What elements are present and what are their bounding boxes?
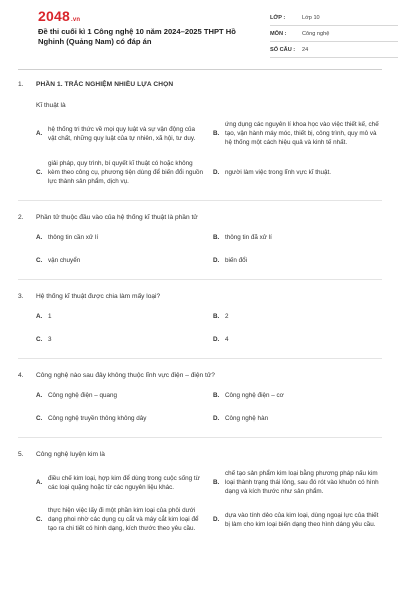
option-text: Công nghệ điện – quang bbox=[48, 391, 117, 399]
question-header bbox=[18, 213, 382, 222]
option-text: thực hiện việc lấy đi một phần kim loại của phôi dưới dạng phoi nhờ các dụng cụ cắt và máy cắt kim loại để tạo ra chi tiết có hình dạng, kích thước theo yêu cầu. bbox=[48, 507, 199, 532]
question-5 bbox=[18, 450, 382, 533]
option-text: Công nghệ hàn bbox=[225, 414, 269, 422]
question-header bbox=[18, 450, 382, 459]
option-d[interactable] bbox=[213, 413, 382, 423]
option-d[interactable] bbox=[213, 159, 382, 186]
question-header bbox=[18, 80, 382, 89]
option-d[interactable] bbox=[213, 506, 382, 533]
option-letter: C. bbox=[36, 516, 43, 523]
option-letter: A. bbox=[36, 130, 43, 137]
option-letter: C. bbox=[36, 414, 43, 422]
logo-suffix: .vn bbox=[70, 17, 81, 23]
question-divider bbox=[18, 279, 382, 280]
question-divider bbox=[18, 437, 382, 438]
meta-row-subject bbox=[270, 26, 398, 42]
meta-label: LỚP : bbox=[270, 14, 286, 21]
option-letter: B. bbox=[213, 233, 220, 241]
option-letter: C. bbox=[36, 169, 43, 176]
option-letter: A. bbox=[36, 233, 43, 241]
option-text: Công nghệ điện – cơ bbox=[225, 391, 284, 399]
option-letter: D. bbox=[213, 335, 220, 343]
option-letter: D. bbox=[213, 256, 220, 264]
option-text: biến đổi bbox=[225, 256, 248, 264]
option-b[interactable] bbox=[213, 232, 382, 242]
option-a[interactable] bbox=[36, 469, 205, 496]
option-letter: D. bbox=[213, 414, 220, 422]
option-c[interactable] bbox=[36, 413, 205, 423]
option-letter: C. bbox=[36, 335, 43, 343]
meta-row-class bbox=[270, 10, 398, 26]
question-number: 1. bbox=[18, 81, 24, 88]
logo-text: 2048 bbox=[38, 8, 70, 24]
option-letter: B. bbox=[213, 479, 220, 486]
option-text: 1 bbox=[48, 312, 52, 320]
option-text: người làm việc trong lĩnh vực kĩ thuật. bbox=[225, 169, 332, 176]
option-letter: B. bbox=[213, 391, 220, 399]
option-a[interactable] bbox=[36, 232, 205, 242]
option-c[interactable] bbox=[36, 334, 205, 344]
meta-row-count bbox=[270, 42, 398, 58]
option-b[interactable] bbox=[213, 390, 382, 400]
option-text: ứng dụng các nguyên lí khoa học vào việc thiết kế, chế tạo, vận hành máy móc, thiết bị, công trình, quy mô và hệ thống một cách hiệu quả và kinh tế nhất. bbox=[225, 121, 379, 146]
question-number: 4. bbox=[18, 372, 24, 379]
question-stem: Kĩ thuật là bbox=[36, 102, 66, 109]
meta-value: Lớp 10 bbox=[302, 14, 320, 21]
answer-options bbox=[36, 469, 382, 533]
exam-title: Đề thi cuối kì 1 Công nghệ 10 năm 2024–2025 THPT Hồ Nghinh (Quảng Nam) có đáp án bbox=[38, 27, 236, 46]
option-text: Công nghệ truyền thông không dây bbox=[48, 414, 147, 422]
option-letter: B. bbox=[213, 312, 220, 320]
option-a[interactable] bbox=[36, 311, 205, 321]
meta-value: 24 bbox=[302, 46, 309, 53]
header-divider bbox=[18, 69, 382, 70]
option-a[interactable] bbox=[36, 390, 205, 400]
option-text: điều chế kim loại, hợp kim để dùng trong cuộc sống từ các loại quặng hoặc từ các nguyên liệu khác. bbox=[48, 474, 200, 491]
option-c[interactable] bbox=[36, 159, 205, 186]
section-heading: PHẦN 1. TRẮC NGHIỆM NHIỀU LỰA CHỌN bbox=[36, 81, 174, 88]
option-text: 4 bbox=[225, 335, 229, 343]
option-text: hệ thống tri thức về mọi quy luật và sự vận động của vật chất, những quy luật của tự nhiên, xã hội, tư duy. bbox=[48, 125, 196, 142]
option-letter: C. bbox=[36, 256, 43, 264]
option-letter: A. bbox=[36, 391, 43, 399]
option-text: 3 bbox=[48, 335, 52, 343]
question-2 bbox=[18, 213, 382, 265]
option-letter: A. bbox=[36, 312, 43, 320]
meta-label: MÔN : bbox=[270, 30, 287, 37]
question-header bbox=[18, 371, 382, 380]
option-b[interactable] bbox=[213, 120, 382, 147]
question-divider bbox=[18, 358, 382, 359]
question-3 bbox=[18, 292, 382, 344]
question-text: Hệ thống kĩ thuật được chia làm mấy loại? bbox=[36, 293, 161, 300]
meta-label: SỐ CÂU : bbox=[270, 46, 296, 53]
site-logo[interactable] bbox=[38, 8, 80, 24]
question-number: 2. bbox=[18, 214, 24, 221]
option-letter: D. bbox=[213, 169, 220, 176]
question-list bbox=[18, 80, 382, 533]
option-text: chế tạo sản phẩm kim loại bằng phương pháp nấu kim loại thành trạng thái lỏng, sau đó rót vào khuôn có hình dạng và kích thước như sản phẩm. bbox=[225, 470, 379, 495]
answer-options bbox=[36, 232, 382, 265]
option-b[interactable] bbox=[213, 311, 382, 321]
answer-options bbox=[36, 311, 382, 344]
question-number: 3. bbox=[18, 293, 24, 300]
answer-options bbox=[36, 390, 382, 423]
exam-meta-table bbox=[270, 10, 398, 58]
option-text: giải pháp, quy trình, bí quyết kĩ thuật có hoặc không kèm theo công cụ, phương tiện dùng để biến đổi nguồn lực thành sản phẩm, dịch vụ. bbox=[48, 160, 204, 185]
option-b[interactable] bbox=[213, 469, 382, 496]
meta-value: Công nghệ bbox=[302, 30, 330, 37]
question-text: Công nghệ nào sau đây không thuộc lĩnh vực điện – điện tử? bbox=[36, 372, 215, 379]
question-header bbox=[18, 292, 382, 301]
question-divider bbox=[18, 200, 382, 201]
option-text: thông tin đã xử lí bbox=[225, 233, 272, 241]
question-1 bbox=[18, 80, 382, 186]
option-letter: A. bbox=[36, 479, 43, 486]
option-text: dựa vào tính dẻo của kim loại, dùng ngoại lực của thiết bị làm cho kim loại biến dạng theo hình dáng yêu cầu. bbox=[225, 511, 379, 528]
option-d[interactable] bbox=[213, 334, 382, 344]
option-c[interactable] bbox=[36, 255, 205, 265]
option-c[interactable] bbox=[36, 506, 205, 533]
option-text: 2 bbox=[225, 312, 229, 320]
option-d[interactable] bbox=[213, 255, 382, 265]
question-text: Phần tử thuộc đầu vào của hệ thống kĩ thuật là phần tử bbox=[36, 214, 198, 221]
option-a[interactable] bbox=[36, 120, 205, 147]
question-4 bbox=[18, 371, 382, 423]
page-header bbox=[18, 0, 382, 62]
answer-options bbox=[36, 120, 382, 186]
option-text: vận chuyển bbox=[48, 256, 81, 264]
option-letter: D. bbox=[213, 516, 220, 523]
option-letter: B. bbox=[213, 130, 220, 137]
question-text: Công nghệ luyện kim là bbox=[36, 451, 105, 458]
option-text: thông tin cần xử lí bbox=[48, 233, 99, 241]
question-number: 5. bbox=[18, 451, 24, 458]
